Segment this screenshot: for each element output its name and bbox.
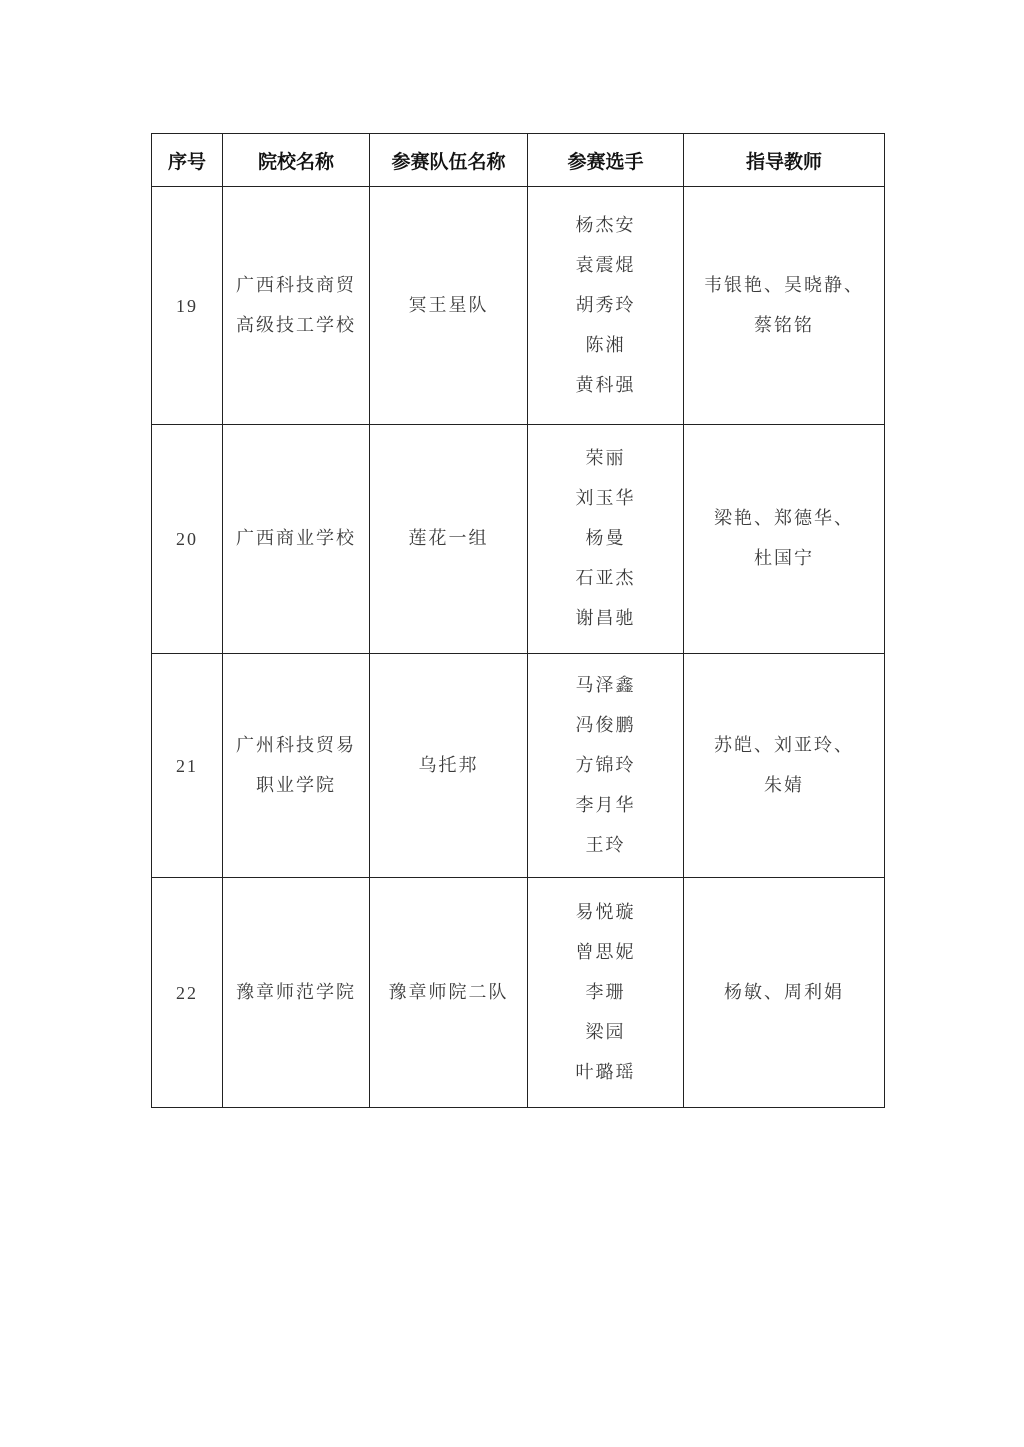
teacher-line: 梁艳、郑德华、 bbox=[714, 508, 854, 529]
table-header-row bbox=[152, 134, 885, 187]
teacher-line: 韦银艳、吴晓静、 bbox=[704, 274, 864, 296]
player-name: 方锦玲 bbox=[575, 754, 636, 776]
school-line: 广州科技贸易 bbox=[236, 734, 356, 756]
teacher-line: 朱婧 bbox=[764, 774, 804, 796]
player-name: 叶璐瑶 bbox=[575, 1061, 636, 1083]
teachers-cell bbox=[684, 654, 885, 878]
players-cell bbox=[528, 425, 684, 654]
player-name: 杨曼 bbox=[585, 528, 626, 549]
school-cell bbox=[223, 654, 370, 878]
header-players: 参赛选手 bbox=[528, 134, 684, 187]
table-row bbox=[152, 878, 885, 1108]
player-name: 梁园 bbox=[585, 1021, 626, 1043]
header-seq: 序号 bbox=[152, 134, 223, 187]
teacher-line: 杜国宁 bbox=[754, 548, 814, 569]
teachers-cell bbox=[684, 878, 885, 1108]
team-cell: 冥王星队 bbox=[370, 187, 528, 425]
players-cell bbox=[528, 654, 684, 878]
table-row bbox=[152, 187, 885, 425]
team-roster-table bbox=[151, 133, 885, 1108]
player-name: 胡秀玲 bbox=[575, 294, 636, 316]
player-name: 黄科强 bbox=[575, 374, 636, 396]
header-teachers: 指导教师 bbox=[684, 134, 885, 187]
school-line: 广西商业学校 bbox=[236, 528, 356, 549]
teacher-line: 蔡铭铭 bbox=[754, 314, 814, 336]
team-cell: 乌托邦 bbox=[370, 654, 528, 878]
school-line: 职业学院 bbox=[256, 774, 336, 796]
seq-cell: 22 bbox=[152, 878, 223, 1108]
player-name: 杨杰安 bbox=[575, 214, 636, 236]
player-name: 陈湘 bbox=[585, 334, 626, 356]
teachers-cell bbox=[684, 187, 885, 425]
player-name: 冯俊鹏 bbox=[575, 714, 636, 736]
player-name: 马泽鑫 bbox=[575, 674, 636, 696]
player-name: 袁震焜 bbox=[575, 254, 636, 276]
header-team: 参赛队伍名称 bbox=[370, 134, 528, 187]
player-name: 曾思妮 bbox=[575, 941, 636, 963]
teachers-cell bbox=[684, 425, 885, 654]
table-row bbox=[152, 425, 885, 654]
header-school: 院校名称 bbox=[223, 134, 370, 187]
seq-cell: 20 bbox=[152, 425, 223, 654]
players-cell bbox=[528, 187, 684, 425]
team-cell: 豫章师院二队 bbox=[370, 878, 528, 1108]
team-cell: 莲花一组 bbox=[370, 425, 528, 654]
seq-cell: 19 bbox=[152, 187, 223, 425]
seq-cell: 21 bbox=[152, 654, 223, 878]
teacher-line: 杨敏、周利娟 bbox=[724, 981, 844, 1003]
player-name: 荣丽 bbox=[585, 448, 626, 469]
player-name: 王玲 bbox=[585, 834, 626, 856]
teacher-line: 苏皑、刘亚玲、 bbox=[714, 734, 854, 756]
school-line: 高级技工学校 bbox=[236, 314, 356, 336]
player-name: 易悦璇 bbox=[575, 901, 636, 923]
players-cell bbox=[528, 878, 684, 1108]
player-name: 刘玉华 bbox=[575, 488, 636, 509]
school-cell bbox=[223, 425, 370, 654]
school-cell bbox=[223, 878, 370, 1108]
player-name: 谢昌驰 bbox=[575, 608, 636, 629]
school-line: 豫章师范学院 bbox=[236, 981, 356, 1003]
player-name: 李珊 bbox=[585, 981, 626, 1003]
player-name: 李月华 bbox=[575, 794, 636, 816]
school-cell bbox=[223, 187, 370, 425]
school-line: 广西科技商贸 bbox=[236, 274, 356, 296]
table-row bbox=[152, 654, 885, 878]
player-name: 石亚杰 bbox=[575, 568, 636, 589]
